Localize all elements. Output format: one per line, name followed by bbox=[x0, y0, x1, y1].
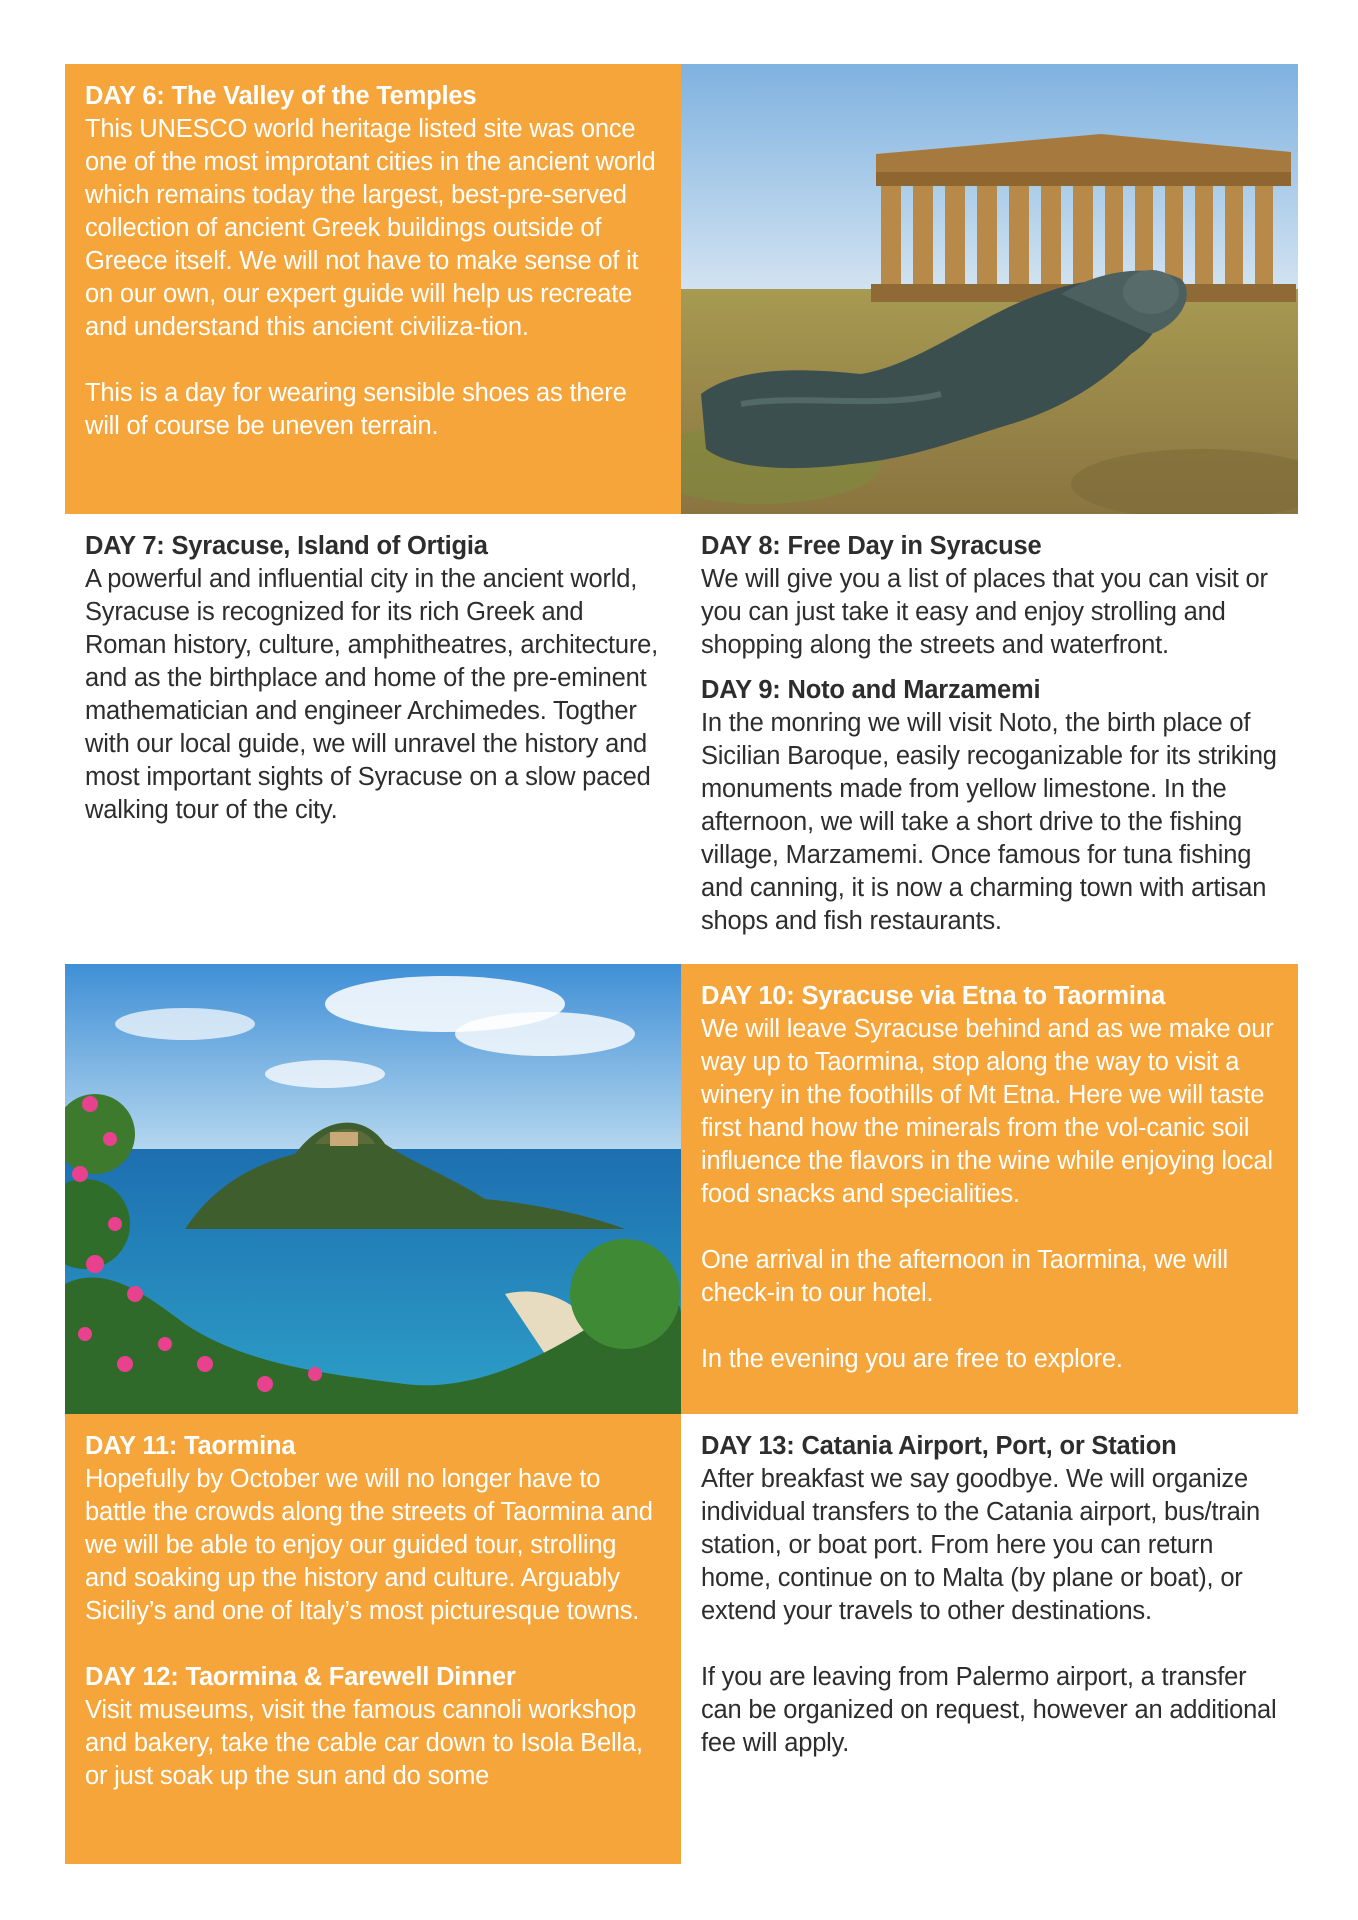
day7-title: DAY 7: Syracuse, Island of Ortigia bbox=[85, 532, 488, 560]
valley-of-temples-photo bbox=[681, 64, 1298, 514]
day8-title: DAY 8: Free Day in Syracuse bbox=[701, 532, 1042, 560]
day6-text-2: This is a day for wearing sensible shoes as there will of course be uneven terrain. bbox=[85, 379, 627, 440]
day10-section bbox=[681, 964, 1298, 1414]
day8-text: We will give you a list of places that you can visit or you can just take it easy and enjoy strolling and shopping along the streets and waterfront. bbox=[701, 565, 1268, 659]
day7-section bbox=[65, 514, 681, 964]
day11-day12-section bbox=[65, 1414, 681, 1864]
day11-text: Hopefully by October we will no longer have to battle the crowds along the streets of Taormina and we will be able to enjoy our guided tour, strolling and soaking up the history and culture. Arguably Siciliy’s and one of Italy’s most picturesque towns. bbox=[85, 1465, 653, 1625]
day12-text: Visit museums, visit the famous cannoli workshop and bakery, take the cable car down to Isola Bella, or just soak up the sun and do some bbox=[85, 1696, 643, 1790]
day13-title: DAY 13: Catania Airport, Port, or Station bbox=[701, 1432, 1177, 1460]
day13-text-2: If you are leaving from Palermo airport, a transfer can be organized on request, however an additional fee will apply. bbox=[701, 1663, 1277, 1757]
day12-title: DAY 12: Taormina & Farewell Dinner bbox=[85, 1663, 516, 1691]
day6-text-1: This UNESCO world heritage listed site was once one of the most improtant cities in the ancient world which remains today the largest, best-pre-served collection of ancient Greek buildings outside of Greece itself. We will not have to make sense of it on our own, our expert guide will help us recreate and understand this ancient civiliza-tion. bbox=[85, 115, 656, 341]
isola-bella-photo bbox=[65, 964, 681, 1414]
day9-text: In the monring we will visit Noto, the birth place of Sicilian Baroque, easily recoganizable for its striking monuments made from yellow limestone. In the afternoon, we will take a short drive to the fishing village, Marzamemi. Once famous for tuna fishing and canning, it is now a charming town with artisan shops and fish restaurants. bbox=[701, 709, 1277, 935]
day8-day9-section bbox=[681, 514, 1298, 964]
day9-title: DAY 9: Noto and Marzamemi bbox=[701, 676, 1041, 704]
day10-text-2: One arrival in the afternoon in Taormina, we will check-in to our hotel. bbox=[701, 1246, 1228, 1307]
day10-title: DAY 10: Syracuse via Etna to Taormina bbox=[701, 982, 1166, 1010]
day10-text-1: We will leave Syracuse behind and as we make our way up to Taormina, stop along the way to visit a winery in the foothills of Mt Etna. Here we will taste first hand how the minerals from the vol-canic soil influence the flavors in the wine while enjoying local food snacks and specialities. bbox=[701, 1015, 1274, 1208]
day7-text: A powerful and influential city in the ancient world, Syracuse is recognized for its rich Greek and Roman history, culture, amphitheatres, architecture, and as the birthplace and home of the pre-eminent mathematician and engineer Archimedes. Togther with our local guide, we will unravel the history and most important sights of Syracuse on a slow paced walking tour of the city. bbox=[85, 565, 659, 824]
day11-title: DAY 11: Taormina bbox=[85, 1432, 296, 1460]
day13-text-1: After breakfast we say goodbye. We will organize individual transfers to the Catania airport, bus/train station, or boat port. From here you can return home, continue on to Malta (by plane or boat), or extend your travels to other destinations. bbox=[701, 1465, 1261, 1625]
day13-section bbox=[681, 1414, 1298, 1864]
day6-section bbox=[65, 64, 681, 514]
day10-text-3: In the evening you are free to explore. bbox=[701, 1345, 1123, 1373]
day6-title: DAY 6: The Valley of the Temples bbox=[85, 82, 477, 110]
